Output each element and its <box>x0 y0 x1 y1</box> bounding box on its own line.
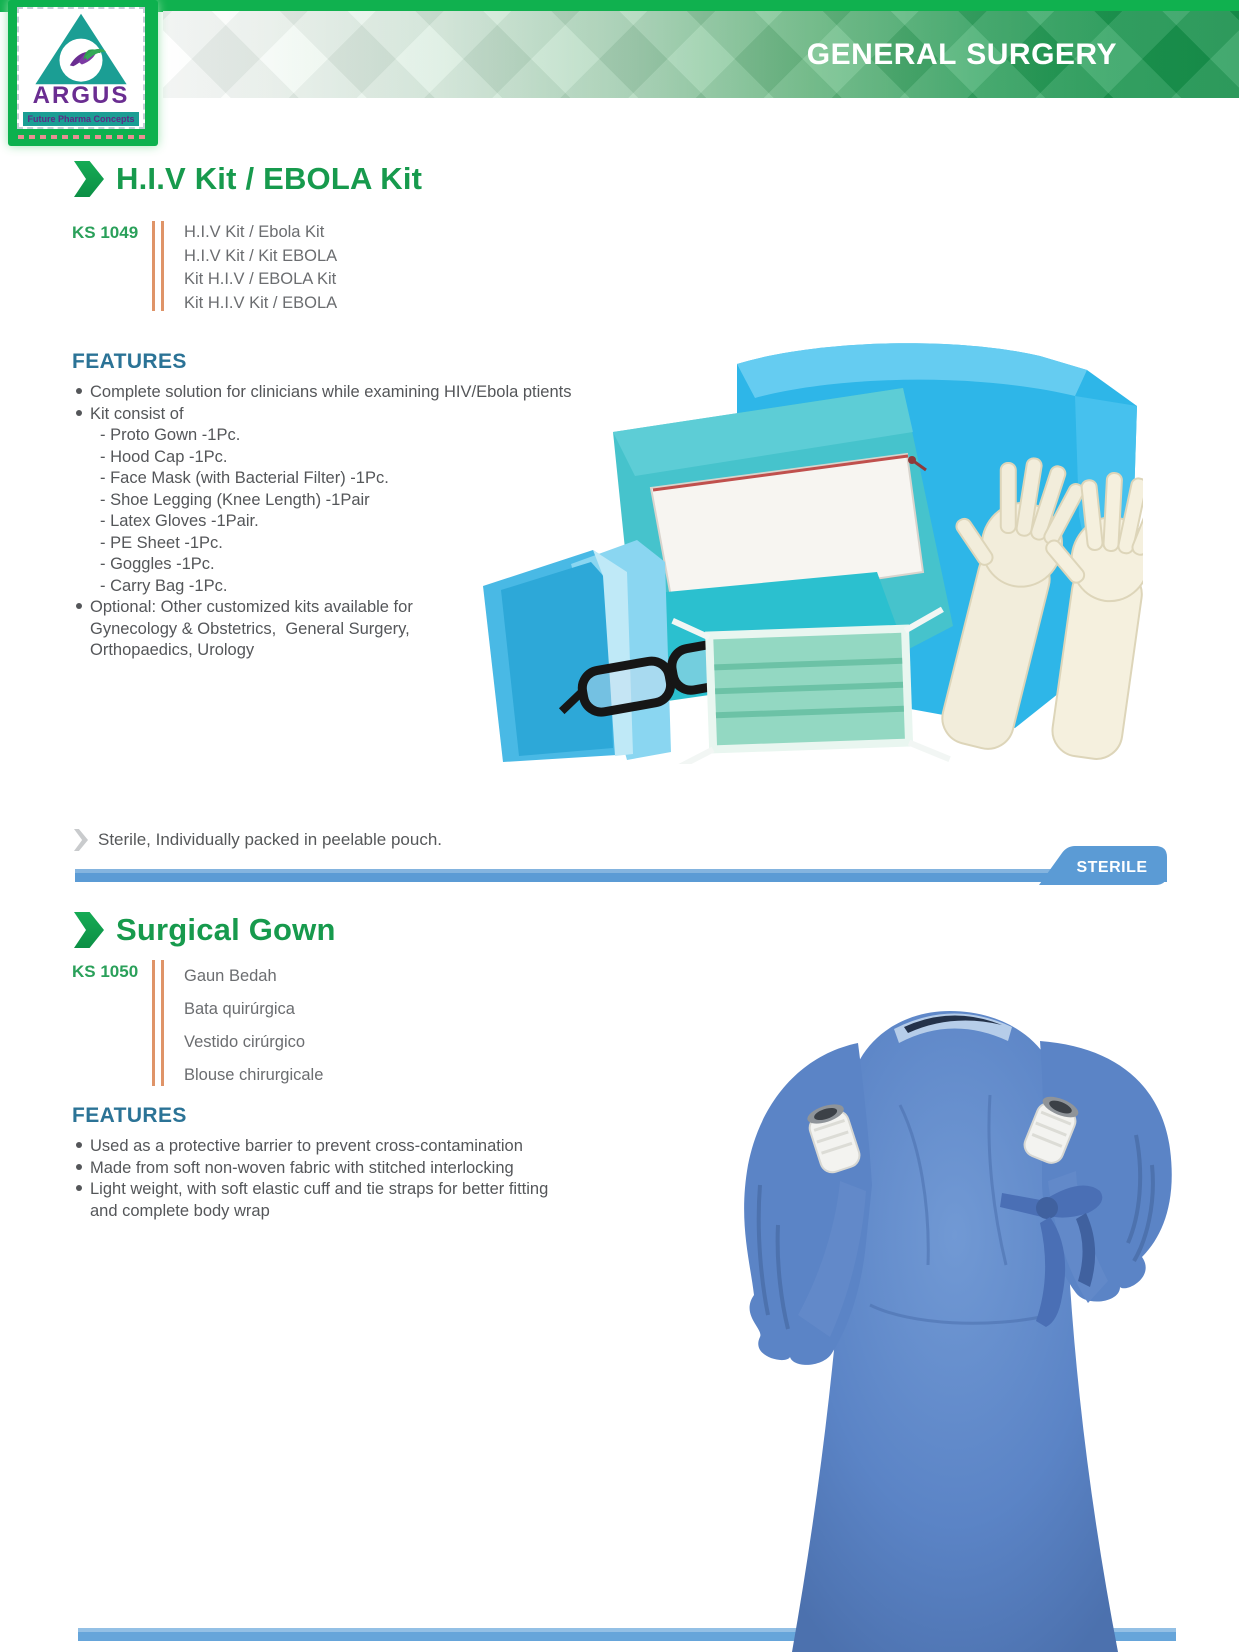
logo-brand-text: ARGUS <box>32 82 130 109</box>
product1-code: KS 1049 <box>72 223 139 242</box>
translation-line: Kit H.I.V Kit / EBOLA <box>184 293 338 312</box>
product2-title: Surgical Gown <box>116 912 336 947</box>
logo-tagline: Future Pharma Concepts <box>23 112 139 126</box>
product1-code-block <box>72 221 337 315</box>
surgical-gown-photo <box>690 985 1210 1652</box>
feature-item: - Face Mask (with Bacterial Filter) -1Pc. <box>100 469 389 487</box>
category-banner <box>163 11 1239 98</box>
category-title: GENERAL SURGERY <box>806 37 1117 71</box>
feature-item: Made from soft non-woven fabric with stitched interlocking <box>76 1158 548 1180</box>
translation-line: Blouse chirurgicale <box>184 1066 324 1084</box>
feature-item: Used as a protective barrier to prevent cross-contamination <box>76 1136 548 1158</box>
logo-triangle-icon <box>33 12 129 86</box>
section-chevron-icon <box>74 912 104 948</box>
translation-line: Vestido cirúrgico <box>184 1033 306 1051</box>
sterile-note-row <box>74 829 442 851</box>
product1-features-heading: FEATURES <box>72 350 187 373</box>
brand-logo <box>8 0 162 160</box>
feature-item: - Proto Gown -1Pc. <box>100 426 241 444</box>
sterile-badge <box>1038 846 1168 885</box>
logo-stamp-card <box>17 7 145 129</box>
sterile-divider-bar <box>75 869 1167 882</box>
hiv-ebola-kit-photo <box>475 336 1143 764</box>
feature-item: - Shoe Legging (Knee Length) -1Pair <box>100 490 370 509</box>
product2-features-heading: FEATURES <box>72 1104 187 1127</box>
sterile-note-text: Sterile, Individually packed in peelable pouch. <box>98 830 443 849</box>
translation-line: Kit H.I.V / EBOLA Kit <box>184 270 337 288</box>
translation-line: H.I.V Kit / Kit EBOLA <box>184 246 338 265</box>
feature-item: Gynecology & Obstetrics, General Surgery, <box>90 619 410 638</box>
feature-item: Complete solution for clinicians while examining HIV/Ebola ptients <box>76 382 572 404</box>
feature-item: - Latex Gloves -1Pair. <box>100 512 259 530</box>
feature-item: - Goggles -1Pc. <box>100 555 215 573</box>
section-chevron-icon <box>74 161 104 197</box>
feature-item: Kit consist of <box>76 404 572 426</box>
divider-lines <box>152 960 164 1086</box>
translation-line: H.I.V Kit / Ebola Kit <box>184 223 325 241</box>
folded-sheets <box>483 540 671 762</box>
feature-item: - Carry Bag -1Pc. <box>100 576 228 595</box>
translation-line: Gaun Bedah <box>184 967 277 985</box>
product2-translations <box>184 960 323 1092</box>
feature-item: and complete body wrap <box>90 1201 270 1220</box>
product1-title: H.I.V Kit / EBOLA Kit <box>116 161 423 196</box>
feature-item: Optional: Other customized kits available for <box>76 597 572 619</box>
face-mask <box>671 609 950 764</box>
product2-heading-row <box>74 912 336 948</box>
product1-translations <box>184 221 337 315</box>
note-chevron-icon <box>74 829 88 851</box>
product1-heading-row <box>74 161 422 197</box>
feature-item: - PE Sheet -1Pc. <box>100 533 223 552</box>
product2-code-block <box>72 960 323 1092</box>
logo-perforation <box>18 135 146 139</box>
product2-code: KS 1050 <box>72 962 139 981</box>
feature-item: Orthopaedics, Urology <box>90 641 255 659</box>
translation-line: Bata quirúrgica <box>184 1000 295 1018</box>
feature-item: - Hood Cap -1Pc. <box>100 447 228 466</box>
product2-feature-list <box>76 1136 548 1222</box>
feature-item: Light weight, with soft elastic cuff and tie straps for better fitting <box>76 1179 548 1201</box>
divider-lines <box>152 221 164 311</box>
sterile-badge-label: STERILE <box>1076 859 1148 876</box>
